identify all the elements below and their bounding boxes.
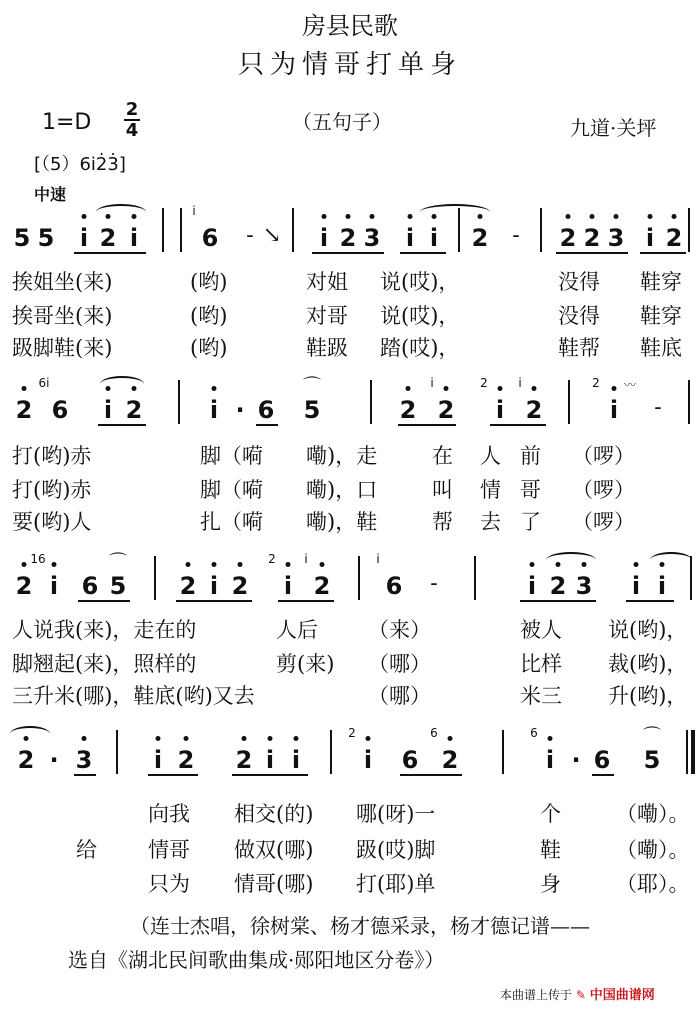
octave-dot (212, 562, 217, 567)
octave-dot (612, 386, 617, 391)
lyric-7-5: 说(哟)， (608, 618, 688, 642)
lyric-6-1: 要(哟)人 (12, 510, 92, 534)
lyric-5-1: 打(哟)赤 (12, 478, 92, 502)
lyric-8-2: 剪(来) (276, 652, 335, 676)
note: i (645, 224, 655, 252)
note: 2 (437, 396, 455, 424)
octave-dot (590, 214, 595, 219)
grace-note: 2 (592, 376, 600, 390)
lyric-6-7: （啰） (572, 510, 635, 534)
lyric-5-7: （啰） (572, 478, 635, 502)
lyric-1-3: 对姐 (306, 270, 348, 294)
lyric-6-2: 扎（嗬 (200, 510, 263, 534)
lyric-10-3: 哪(呀)一 (356, 802, 436, 826)
octave-dot (530, 562, 535, 567)
tie (10, 726, 50, 742)
note: · (49, 746, 59, 774)
note: 6 (257, 396, 275, 424)
song-title: 只为情哥打单身 (237, 50, 462, 80)
lyric-6-5: 去 (480, 510, 501, 534)
note: 5 (13, 224, 31, 252)
note: 2 (15, 572, 33, 600)
octave-dot (406, 386, 411, 391)
octave-dot (186, 562, 191, 567)
lyric-1-6: 鞋穿 (640, 270, 682, 294)
lyric-10-5: （嘞）。 (616, 802, 690, 826)
notation-line-2 (10, 372, 692, 432)
barline (358, 556, 360, 600)
beam (176, 600, 252, 602)
lyric-12-5: （耶）。 (616, 872, 690, 896)
note: 3 (607, 224, 625, 252)
lyric-10-2: 相交(的) (234, 802, 314, 826)
note: i (103, 396, 113, 424)
note: i (291, 746, 301, 774)
note: 2 (339, 224, 357, 252)
lyric-8-4: 比样 (520, 652, 562, 676)
lyric-4-1: 打(哟)赤 (12, 444, 92, 468)
lyric-9-2: （哪） (368, 684, 431, 708)
octave-dot (614, 214, 619, 219)
brand-logo-icon: ✎ (575, 988, 586, 1002)
lyric-8-1: 脚翘起(来)，照样的 (12, 652, 197, 676)
note: 6 (51, 396, 69, 424)
lyric-4-4: 在 (432, 444, 453, 468)
note: i (363, 746, 373, 774)
grace-note: i (192, 204, 196, 218)
lyric-12-1: 只为 (148, 872, 190, 896)
lyric-11-3: 做双(哪) (234, 838, 314, 862)
fermata-icon: ⌒ (643, 726, 661, 747)
lyric-11-4: 趿(哎)脚 (356, 838, 436, 862)
barline (568, 380, 570, 424)
note: 2 (313, 572, 331, 600)
lyric-4-7: （啰） (572, 444, 635, 468)
octave-dot (52, 562, 57, 567)
barline (116, 730, 118, 774)
note: 3 (363, 224, 381, 252)
final-barline (691, 730, 695, 774)
lyric-3-6: 鞋底 (640, 336, 682, 360)
octave-dot (184, 736, 189, 741)
lyric-4-6: 前 (520, 444, 541, 468)
octave-dot (82, 736, 87, 741)
hold-dash: - (512, 223, 520, 248)
grace-note: 6 (530, 726, 538, 740)
octave-dot (82, 214, 87, 219)
glide-mark: ↘ (262, 223, 282, 248)
octave-dot (498, 386, 503, 391)
barline (688, 208, 690, 252)
octave-dot (532, 386, 537, 391)
octave-dot (672, 214, 677, 219)
barline (688, 380, 690, 424)
beam (640, 252, 686, 254)
beam (148, 774, 198, 776)
lyric-2-6: 鞋穿 (640, 304, 682, 328)
note: 5 (643, 746, 661, 774)
lyric-4-5: 人 (480, 444, 501, 468)
octave-dot (548, 736, 553, 741)
notation-line-4 (10, 722, 692, 782)
key-signature: 1=D (42, 110, 92, 135)
lyric-8-5: 裁(哟)， (608, 652, 688, 676)
credit-line-1: （连士杰唱，徐树棠、杨才德采录，杨才德记谱—— (130, 914, 590, 938)
lyric-2-1: 挨哥坐(来) (12, 304, 113, 328)
slur (546, 552, 596, 568)
note: 6 (81, 572, 99, 600)
lyric-3-2: (哟) (190, 336, 228, 360)
octave-dot (286, 562, 291, 567)
barline (458, 208, 460, 252)
upload-watermark (500, 984, 655, 1003)
octave-dot (634, 562, 639, 567)
note: 2 (559, 224, 577, 252)
note: 2 (399, 396, 417, 424)
note: 6 (401, 746, 419, 774)
note: 2 (231, 572, 249, 600)
octave-dot (22, 562, 27, 567)
octave-dot (294, 736, 299, 741)
lyric-5-4: 叫 (432, 478, 453, 502)
grace-note: 16 (30, 552, 46, 566)
lyric-2-5: 没得 (558, 304, 600, 328)
beam (78, 600, 130, 602)
lyric-11-5: 鞋 (540, 838, 561, 862)
octave-dot (24, 736, 29, 741)
intro-notes: [（5）6i2̇3̇] (34, 154, 126, 175)
note: i (657, 572, 667, 600)
lyric-8-3: （哪） (368, 652, 431, 676)
lyric-12-4: 身 (540, 872, 561, 896)
lyric-2-3: 对哥 (306, 304, 348, 328)
lyric-6-6: 了 (520, 510, 541, 534)
beam (400, 774, 462, 776)
lyric-7-4: 被人 (520, 618, 562, 642)
slur (100, 376, 144, 392)
meter-bottom: 4 (125, 120, 139, 141)
lyric-9-3: 米三 (520, 684, 562, 708)
lyric-12-3: 打(耶)单 (356, 872, 436, 896)
beam (74, 774, 96, 776)
beam (232, 774, 308, 776)
octave-dot (238, 562, 243, 567)
note: 6 (385, 572, 403, 600)
note: 6 (201, 224, 219, 252)
lyric-5-2: 脚（嗬 (200, 478, 263, 502)
lyric-4-3: 嘞)，走 (306, 444, 378, 468)
lyric-5-6: 哥 (520, 478, 541, 502)
lyric-1-5: 没得 (558, 270, 600, 294)
note: i (527, 572, 537, 600)
octave-dot (366, 736, 371, 741)
meter-top: 2 (125, 99, 139, 120)
barline (178, 380, 180, 424)
beam (74, 252, 146, 254)
hold-dash: - (654, 395, 662, 420)
beam (592, 774, 614, 776)
note: i (495, 396, 505, 424)
beam (312, 252, 384, 254)
upload-text: 本曲谱上传于 (500, 988, 573, 1002)
note: 2 (99, 224, 117, 252)
note: 5 (109, 572, 127, 600)
hold-dash: - (430, 571, 438, 596)
lyric-11-6: （嘞）。 (616, 838, 690, 862)
note: i (545, 746, 555, 774)
note: 5 (37, 224, 55, 252)
note: i (319, 224, 329, 252)
lyric-11-1: 给 (76, 838, 97, 862)
lyric-6-3: 嘞)，鞋 (306, 510, 378, 534)
beam (626, 600, 674, 602)
octave-dot (242, 736, 247, 741)
lyric-10-4: 个 (540, 802, 561, 826)
octave-dot (408, 214, 413, 219)
barline (502, 730, 504, 774)
note: i (153, 746, 163, 774)
slur (96, 204, 146, 220)
credit-line-2: 选自《湖北民间歌曲集成·郧阳地区分卷》） (68, 948, 445, 972)
lyric-7-3: （来） (368, 618, 431, 642)
note: 2 (549, 572, 567, 600)
octave-dot (444, 386, 449, 391)
beam (256, 424, 278, 426)
lyric-2-2: (哟) (190, 304, 228, 328)
note: 6 (593, 746, 611, 774)
brand-name: 中国曲谱网 (589, 988, 655, 1003)
barline (690, 556, 692, 600)
lyric-7-1: 人说我(来)，走在的 (12, 618, 197, 642)
collection-title: 房县民歌 (302, 12, 398, 40)
note: · (571, 746, 581, 774)
fermata-icon: ⌒ (303, 376, 321, 397)
lyric-9-1: 三升米(哪)，鞋底(哟)又去 (12, 684, 255, 708)
lyric-4-2: 脚（嗬 (200, 444, 263, 468)
octave-dot (448, 736, 453, 741)
lyric-12-2: 情哥(哪) (234, 872, 314, 896)
beam (520, 600, 596, 602)
octave-dot (22, 386, 27, 391)
lyric-1-4: 说(哎)， (380, 270, 460, 294)
note: i (49, 572, 59, 600)
grace-note: i (376, 552, 380, 566)
note: 2 (15, 396, 33, 424)
octave-dot (566, 214, 571, 219)
note: 2 (235, 746, 253, 774)
note: 2 (665, 224, 683, 252)
note: i (209, 396, 219, 424)
beam (398, 424, 456, 426)
beam (98, 424, 146, 426)
note: i (609, 396, 619, 424)
barline (540, 208, 542, 252)
barline (154, 556, 156, 600)
note: i (429, 224, 439, 252)
barline (474, 556, 476, 600)
note: i (631, 572, 641, 600)
note: 2 (441, 746, 459, 774)
time-signature (124, 100, 140, 140)
beam (278, 600, 334, 602)
note: · (235, 396, 245, 424)
octave-dot (156, 736, 161, 741)
notation-line-1 (10, 200, 692, 260)
octave-dot (322, 214, 327, 219)
grace-note: 2 (348, 726, 356, 740)
note: 5 (303, 396, 321, 424)
fermata-icon: ⌒ (109, 552, 127, 573)
note: 2 (125, 396, 143, 424)
note: 2 (525, 396, 543, 424)
barline (162, 208, 164, 252)
octave-dot (346, 214, 351, 219)
trill-icon: 〰 (623, 378, 637, 392)
note: 2 (17, 746, 35, 774)
beam (400, 252, 446, 254)
slur (650, 552, 692, 568)
note: 2 (177, 746, 195, 774)
lyric-3-1: 趿脚鞋(来) (12, 336, 113, 360)
hold-dash: - (246, 223, 254, 248)
song-subtitle: （五句子） (292, 110, 392, 134)
lyric-5-3: 嘞)，口 (306, 478, 378, 502)
grace-note: i (304, 552, 308, 566)
lyric-2-4: 说(哎)， (380, 304, 460, 328)
note: i (265, 746, 275, 774)
note: 2 (583, 224, 601, 252)
octave-dot (268, 736, 273, 741)
note: 3 (75, 746, 93, 774)
note: 3 (575, 572, 593, 600)
lyric-6-4: 帮 (432, 510, 453, 534)
lyric-3-3: 鞋趿 (306, 336, 348, 360)
lyric-9-4: 升(哟)， (608, 684, 688, 708)
beam (490, 424, 546, 426)
lyric-11-2: 情哥 (148, 838, 190, 862)
barline (292, 208, 294, 252)
grace-note: 2 (480, 376, 488, 390)
octave-dot (212, 386, 217, 391)
note: i (405, 224, 415, 252)
barline (330, 730, 332, 774)
lyric-3-4: 踏(哎)， (380, 336, 460, 360)
octave-dot (320, 562, 325, 567)
note: i (283, 572, 293, 600)
lyric-5-5: 情 (480, 478, 501, 502)
notation-line-3 (10, 548, 692, 608)
note: i (129, 224, 139, 252)
grace-note: 6 (430, 726, 438, 740)
grace-note: 6i (38, 376, 50, 390)
tempo-marking: 中速 (34, 185, 67, 204)
grace-note: i (430, 376, 434, 390)
octave-dot (370, 214, 375, 219)
song-region: 九道·关坪 (570, 116, 657, 140)
note: i (209, 572, 219, 600)
octave-dot (648, 214, 653, 219)
lyric-10-1: 向我 (148, 802, 190, 826)
octave-dot (478, 214, 483, 219)
lyric-1-1: 挨姐坐(来) (12, 270, 113, 294)
lyric-1-2: (哟) (190, 270, 228, 294)
grace-note: 2 (268, 552, 276, 566)
grace-note: i (518, 376, 522, 390)
lyric-3-5: 鞋帮 (558, 336, 600, 360)
note: i (79, 224, 89, 252)
beam (556, 252, 628, 254)
barline (180, 208, 182, 252)
lyric-7-2: 人后 (276, 618, 318, 642)
barline (686, 730, 688, 774)
barline (370, 380, 372, 424)
note: 2 (179, 572, 197, 600)
note: 2 (471, 224, 489, 252)
